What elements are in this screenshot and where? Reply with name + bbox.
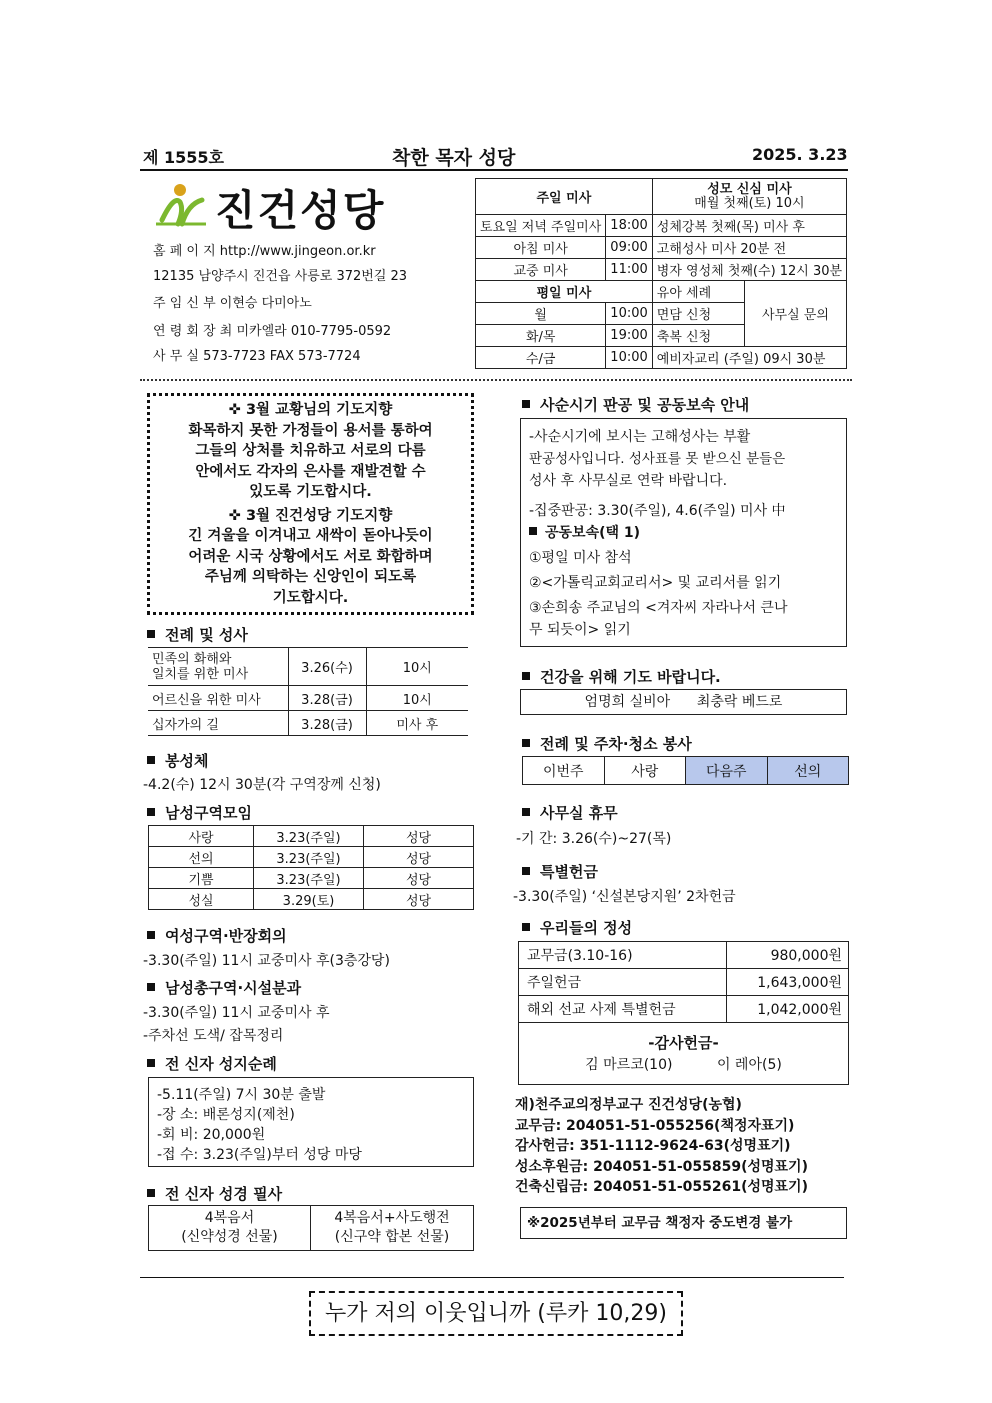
liturgy-name: 십자가의 길 (148, 711, 288, 736)
issue-date: 2025. 3.23 (752, 145, 848, 164)
logo-text: 진건성당 (215, 186, 386, 235)
penance-heading (529, 522, 838, 544)
offering-name: 해외 선교 사제 특별헌금 (519, 996, 727, 1023)
lent-box (520, 418, 847, 647)
pilgrimage-title: 전 신자 성지순례 (165, 1055, 277, 1073)
district-place: 성당 (364, 847, 474, 868)
offering-table (518, 941, 849, 1085)
mass-note: 성체강복 첫째(목) 미사 후 (652, 215, 846, 237)
mass-name: 월 (476, 303, 606, 325)
penance-title: 공동보속(택 1) (545, 525, 641, 541)
mass-note: 축복 신청 (652, 325, 744, 347)
offering-amount: 1,042,000원 (727, 996, 849, 1023)
service-heading (522, 733, 692, 754)
mass-table (475, 178, 847, 369)
bible-title: 전 신자 성경 필사 (165, 1185, 283, 1203)
penance-line: ③손희송 주교님의 <겨자씨 자라나서 큰나 (529, 600, 788, 616)
mass-time: 10:00 (606, 347, 652, 369)
service-cell: 선의 (767, 757, 849, 785)
bible-table (148, 1205, 474, 1251)
church-name: 착한 목자 성당 (392, 147, 516, 169)
offering-name: 주일헌금 (519, 969, 727, 996)
district-name: 선의 (149, 847, 254, 868)
offering-name: 교무금(3.10-16) (519, 942, 727, 969)
logo-mark-icon (152, 180, 212, 230)
men-district-table (148, 825, 474, 910)
mass-note: 병자 영성체 첫째(수) 12시 30분 (652, 259, 846, 281)
mass-time: 09:00 (606, 237, 652, 259)
weekday-mass-title: 평일 미사 (476, 281, 653, 303)
district-name: 기쁨 (149, 868, 254, 889)
mass-name: 아침 미사 (476, 237, 606, 259)
prayer-line: 안에서도 각자의 은사를 재발견할 수 (195, 463, 426, 480)
bible-option-gift: (신구약 합본 선물) (334, 1229, 450, 1245)
dotted-divider (140, 379, 852, 381)
holy-mass-cell (652, 179, 846, 215)
liturgy-date: 3.28(금) (288, 686, 366, 711)
liturgy-time: 10시 (366, 686, 468, 711)
liturgy-time: 10시 (366, 648, 468, 686)
penance-line: ①평일 미사 참석 (529, 550, 632, 566)
mass-note: 고해성사 미사 20분 전 (652, 237, 846, 259)
holiday-heading (522, 802, 618, 823)
prayer-line: 주님께 의탁하는 신앙인이 되도록 (204, 569, 417, 585)
men-total-line: -3.30(주일) 11시 교중미사 후 (143, 1005, 330, 1021)
liturgy-table (148, 647, 468, 736)
women-heading (147, 925, 287, 946)
pilgrimage-box (148, 1077, 474, 1167)
district-place: 성당 (364, 868, 474, 889)
address-line: 12135 남양주시 진건읍 사릉로 372번길 23 (153, 269, 408, 284)
thanks-title: -감사헌금- (648, 1033, 719, 1052)
men-total-line: -주차선 도색/ 잡목정리 (143, 1028, 284, 1044)
sunday-mass-title: 주일 미사 (476, 179, 653, 215)
district-date: 3.23(주일) (254, 868, 364, 889)
prayer-line: 기도합시다. (272, 589, 349, 606)
mass-time: 19:00 (606, 325, 652, 347)
lent-line: -사순시기에 보시는 고해성사는 부활 (529, 429, 751, 445)
prayer-line: 화목하지 못한 가정들이 용서를 통하여 (188, 422, 433, 439)
office-inquiry: 사무실 문의 (744, 281, 846, 347)
men-district-title: 남성구역모임 (165, 804, 252, 822)
council-line: 연 령 회 장 최 미카엘라 010-7795-0592 (153, 324, 392, 339)
bible-option-title: 4복음서+사도행전 (334, 1210, 450, 1226)
holy-mass-title: 성모 신심 미사 (707, 181, 792, 197)
offering-amount: 980,000원 (727, 942, 849, 969)
penance-line: 무 되듯이> 읽기 (529, 622, 631, 638)
thanks-names: 김 마르코(10) 이 레아(5) (585, 1056, 782, 1073)
lent-title: 사순시기 판공 및 공동보속 안내 (540, 396, 750, 414)
footer-rule (140, 1277, 844, 1278)
communion-text: -4.2(수) 12시 30분(각 구역장께 신청) (143, 777, 381, 793)
header-rule (140, 169, 848, 171)
men-total-title: 남성총구역·시설분과 (165, 979, 302, 997)
district-place: 성당 (364, 889, 474, 910)
mass-name: 수/금 (476, 347, 606, 369)
service-cell: 이번주 (523, 757, 605, 785)
accounts-block (515, 1095, 808, 1198)
footer-verse: 누가 저의 이웃입니까 (루카 10,29) (309, 1291, 683, 1336)
account-line: 성소후원금: 204051-51-055859(성명표기) (515, 1158, 808, 1175)
account-line: 교무금: 204051-51-055256(책정자표기) (515, 1117, 795, 1134)
bible-option (311, 1206, 474, 1251)
offering-amount: 1,643,000원 (727, 969, 849, 996)
pilgrimage-line: -접 수: 3.23(주일)부터 성당 마당 (157, 1147, 362, 1163)
offering-heading (522, 917, 632, 938)
homepage-line[interactable]: 홈 페 이 지 http://www.jingeon.or.kr (153, 244, 376, 259)
prayer-title-pope: ✜ 3월 교황님의 기도지향 (228, 402, 393, 418)
bible-option-gift: (신약성경 선물) (181, 1229, 278, 1245)
liturgy-title: 전례 및 성사 (165, 626, 248, 644)
special-heading (522, 861, 598, 882)
liturgy-name: 민족의 화해와 일치를 위한 미사 (148, 648, 288, 686)
pilgrimage-line: -5.11(주일) 7시 30분 출발 (157, 1087, 326, 1103)
offering-title: 우리들의 정성 (540, 919, 633, 937)
liturgy-name: 어르신을 위한 미사 (148, 686, 288, 711)
logo (152, 180, 212, 230)
men-total-heading (147, 977, 301, 998)
mass-time: 18:00 (606, 215, 652, 237)
pilgrimage-line: -장 소: 배론성지(제천) (157, 1107, 295, 1123)
prayer-box (147, 393, 474, 615)
mass-name: 교중 미사 (476, 259, 606, 281)
liturgy-date: 3.26(수) (288, 648, 366, 686)
mass-name: 토요일 저녁 주일미사 (476, 215, 606, 237)
district-name: 성실 (149, 889, 254, 910)
prayer-line: 어려운 시국 상황에서도 서로 화합하며 (188, 548, 433, 565)
liturgy-time: 미사 후 (366, 711, 468, 736)
prayer-title-parish: ✜ 3월 진건성당 기도지향 (228, 507, 393, 524)
service-title: 전례 및 주차·청소 봉사 (540, 735, 692, 753)
prayer-line: 긴 겨울을 이겨내고 새싹이 돋아나듯이 (188, 528, 433, 544)
holy-mass-sub: 매월 첫째(토) 10시 (694, 195, 805, 211)
prayer-line: 있도록 기도합시다. (249, 484, 372, 500)
communion-title: 봉성체 (165, 752, 209, 770)
lent-schedule: -집중판공: 3.30(주일), 4.6(주일) 미사 中 (529, 503, 786, 519)
health-title: 건강을 위해 기도 바랍니다. (540, 668, 721, 686)
bible-option-title: 4복음서 (204, 1210, 255, 1226)
lent-heading (522, 394, 749, 415)
account-line: 건축신립금: 204051-51-055261(성명표기) (515, 1179, 808, 1195)
district-date: 3.23(주일) (254, 847, 364, 868)
bible-option (149, 1206, 311, 1251)
health-heading (522, 666, 721, 687)
account-line: 감사헌금: 351-1112-9624-63(성명표기) (515, 1138, 791, 1154)
mass-name: 화/목 (476, 325, 606, 347)
pastor-line: 주 임 신 부 이현승 다미아노 (153, 296, 312, 311)
men-district-heading (147, 802, 252, 823)
special-title: 특별헌금 (540, 863, 598, 881)
mass-time: 10:00 (606, 303, 652, 325)
liturgy-date: 3.28(금) (288, 711, 366, 736)
account-line: 재)천주교의정부교구 진건성당(농협) (515, 1097, 742, 1113)
district-name: 사랑 (149, 826, 254, 847)
accounts-notice: ※2025년부터 교무금 책정자 중도변경 불가 (520, 1207, 847, 1239)
prayer-line: 그들의 상처를 치유하고 서로의 다름 (195, 443, 426, 459)
women-text: -3.30(주일) 11시 교중미사 후(3층강당) (143, 953, 390, 969)
liturgy-heading (147, 624, 248, 645)
pilgrimage-heading (147, 1053, 277, 1074)
service-cell: 사랑 (604, 757, 686, 785)
thanks-cell (519, 1023, 849, 1085)
holiday-title: 사무실 휴무 (540, 804, 618, 822)
lent-line: 판공성사입니다. 성사표를 못 받으신 분들은 (529, 451, 786, 467)
holiday-text: -기 간: 3.26(수)~27(목) (516, 831, 672, 847)
district-date: 3.29(토) (254, 889, 364, 910)
mass-note: 면담 신청 (652, 303, 744, 325)
special-text: -3.30(주일) ‘신설본당지원’ 2차헌금 (513, 889, 736, 905)
mass-time: 11:00 (606, 259, 652, 281)
health-box: 엄명희 실비아 최충락 베드로 (520, 689, 847, 715)
district-date: 3.23(주일) (254, 826, 364, 847)
bible-heading (147, 1183, 282, 1204)
lent-line: 성사 후 사무실로 연락 바랍니다. (529, 473, 728, 489)
infant-baptism: 유아 세례 (652, 281, 744, 303)
office-line: 사 무 실 573-7723 FAX 573-7724 (153, 349, 361, 364)
penance-line: ②<가톨릭교회교리서> 및 교리서를 읽기 (529, 575, 782, 591)
women-title: 여성구역·반장회의 (165, 927, 287, 945)
mass-note: 예비자교리 (주일) 09시 30분 (652, 347, 846, 369)
service-cell: 다음주 (686, 757, 768, 785)
communion-heading (147, 750, 208, 771)
pilgrimage-line: -회 비: 20,000원 (157, 1127, 266, 1143)
district-place: 성당 (364, 826, 474, 847)
service-table (522, 756, 849, 785)
issue-number: 제 1555호 (143, 148, 225, 167)
